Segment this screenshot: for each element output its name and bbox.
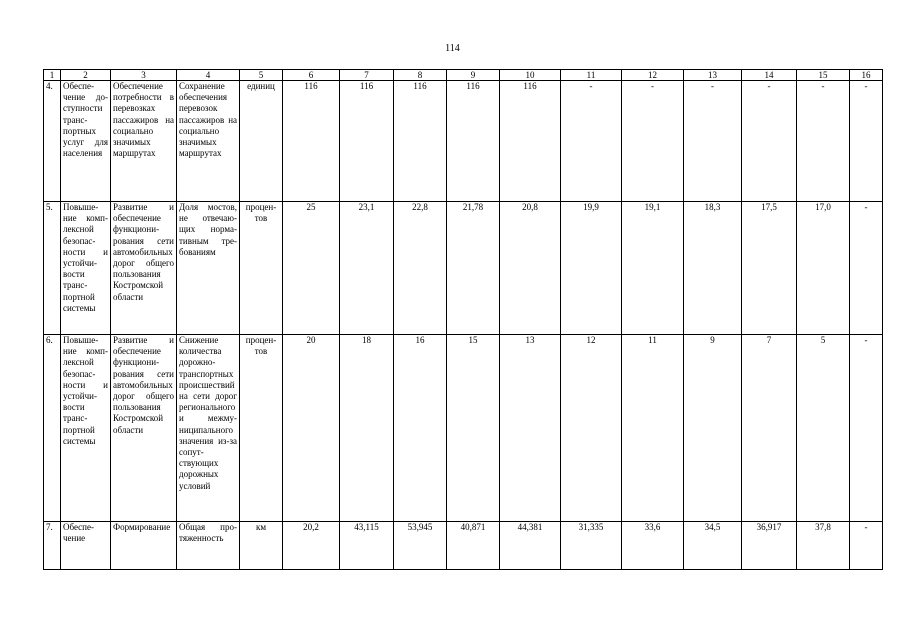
goal-cell: Обеспечение: [61, 522, 111, 570]
indicator-cell: Сохранение обеспечения перевозок пассажиров на социально значимых маршрутах: [177, 81, 240, 202]
column-number: 16: [850, 70, 883, 81]
value-cell: 17,0: [797, 202, 850, 335]
value-cell: 18,3: [684, 202, 742, 335]
task-cell: Развитие и обеспечение функционирования сети автомобильных дорог общего пользования Костромской области: [111, 202, 177, 335]
value-cell: 34,5: [684, 522, 742, 570]
column-number: 1: [44, 70, 61, 81]
value-cell: 44,381: [500, 522, 561, 570]
value-cell: -: [850, 202, 883, 335]
column-number: 7: [340, 70, 394, 81]
value-cell: 40,871: [447, 522, 500, 570]
unit-cell: единиц: [240, 81, 283, 202]
column-number: 8: [394, 70, 447, 81]
row-number: 7.: [44, 522, 61, 570]
indicator-cell: Доля мостов, не отвечающих нормативным требованиям: [177, 202, 240, 335]
goal-cell: Обеспечение доступности транспортных услуг для населения: [61, 81, 111, 202]
column-number: 2: [61, 70, 111, 81]
value-cell: 22,8: [394, 202, 447, 335]
value-cell: 116: [447, 81, 500, 202]
page-number: 114: [445, 43, 460, 54]
table-row: [44, 335, 883, 522]
column-number-row: [44, 70, 883, 81]
value-cell: 25: [283, 202, 340, 335]
unit-cell: процентов: [240, 202, 283, 335]
column-number: 3: [111, 70, 177, 81]
value-cell: 116: [283, 81, 340, 202]
column-number: 4: [177, 70, 240, 81]
value-cell: 16: [394, 335, 447, 522]
indicator-cell: Общая протяженность: [177, 522, 240, 570]
value-cell: -: [797, 81, 850, 202]
value-cell: -: [622, 81, 684, 202]
value-cell: 19,9: [561, 202, 622, 335]
value-cell: 53,945: [394, 522, 447, 570]
value-cell: 18: [340, 335, 394, 522]
value-cell: -: [742, 81, 797, 202]
value-cell: 20: [283, 335, 340, 522]
indicators-table: [43, 69, 883, 570]
value-cell: 19,1: [622, 202, 684, 335]
goal-cell: Повышение комплексной безопасности и устойчивости транспортной системы: [61, 335, 111, 522]
value-cell: 116: [394, 81, 447, 202]
value-cell: 5: [797, 335, 850, 522]
value-cell: 33,6: [622, 522, 684, 570]
value-cell: 21,78: [447, 202, 500, 335]
value-cell: -: [850, 522, 883, 570]
value-cell: 43,115: [340, 522, 394, 570]
value-cell: 15: [447, 335, 500, 522]
value-cell: 7: [742, 335, 797, 522]
value-cell: 11: [622, 335, 684, 522]
value-cell: 17,5: [742, 202, 797, 335]
value-cell: -: [561, 81, 622, 202]
table-row: [44, 522, 883, 570]
column-number: 14: [742, 70, 797, 81]
value-cell: 36,917: [742, 522, 797, 570]
indicator-cell: Снижение количества дорожно-транспортных происшествий на сети дорог регионального и межмуниципального значения из-за сопутствующих дорожных условий: [177, 335, 240, 522]
value-cell: 23,1: [340, 202, 394, 335]
value-cell: 13: [500, 335, 561, 522]
value-cell: -: [850, 81, 883, 202]
value-cell: 116: [500, 81, 561, 202]
table-row: [44, 202, 883, 335]
value-cell: 31,335: [561, 522, 622, 570]
column-number: 5: [240, 70, 283, 81]
unit-cell: км: [240, 522, 283, 570]
column-number: 12: [622, 70, 684, 81]
task-cell: Развитие и обеспечение функционирования сети автомобильных дорог общего пользования Костромской области: [111, 335, 177, 522]
value-cell: 9: [684, 335, 742, 522]
table-row: [44, 81, 883, 202]
column-number: 11: [561, 70, 622, 81]
goal-cell: Повышение комплексной безопасности и устойчивости транспортной системы: [61, 202, 111, 335]
row-number: 4.: [44, 81, 61, 202]
task-cell: Обеспечение потребности в перевозках пассажиров на социально значимых маршрутах: [111, 81, 177, 202]
value-cell: -: [684, 81, 742, 202]
row-number: 5.: [44, 202, 61, 335]
column-number: 13: [684, 70, 742, 81]
task-cell: Формирование: [111, 522, 177, 570]
row-number: 6.: [44, 335, 61, 522]
value-cell: 20,2: [283, 522, 340, 570]
value-cell: 12: [561, 335, 622, 522]
column-number: 6: [283, 70, 340, 81]
value-cell: 37,8: [797, 522, 850, 570]
value-cell: 20,8: [500, 202, 561, 335]
column-number: 10: [500, 70, 561, 81]
value-cell: 116: [340, 81, 394, 202]
column-number: 9: [447, 70, 500, 81]
unit-cell: процентов: [240, 335, 283, 522]
value-cell: -: [850, 335, 883, 522]
column-number: 15: [797, 70, 850, 81]
